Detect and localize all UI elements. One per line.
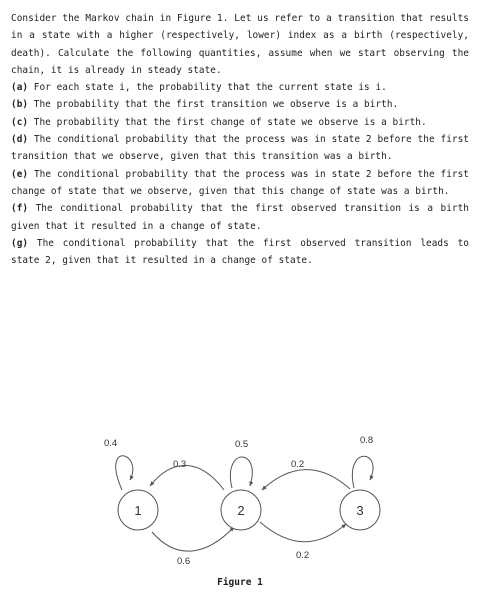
question-f-text: The conditional probability that the first observed transition is a birth given that it resulted in a change of state.: [11, 203, 469, 232]
question-g-text: The conditional probability that the first observed transition leads to state 2, given that it resulted in a change of state.: [11, 237, 469, 267]
question-c: [11, 114, 469, 131]
state-label-1: 1: [134, 503, 142, 518]
edge-prob-2-to-1: 0.3: [173, 459, 187, 470]
edge-1-to-2: [152, 527, 234, 551]
question-d-tag: (d): [11, 134, 29, 146]
state-label-2: 2: [237, 503, 245, 518]
self-loop-state-3: [352, 456, 373, 488]
problem-statement: [11, 10, 469, 269]
state-label-3: 3: [356, 503, 364, 518]
question-e-text: The conditional probability that the process was in state 2 before the first change of state that we observe, given that this change of state was a birth.: [11, 168, 469, 197]
question-a-tag: (a): [11, 82, 29, 94]
question-e: [11, 166, 469, 201]
edge-2-to-3: [260, 522, 346, 542]
question-f-tag: (f): [11, 203, 29, 215]
question-a-text: For each state i, the probability that the current state is i.: [33, 82, 387, 94]
edge-prob-2-to-3: 0.2: [296, 550, 310, 561]
question-b: [11, 96, 469, 113]
question-b-tag: (b): [11, 99, 29, 111]
figure-caption: Figure 1: [217, 577, 263, 588]
edge-3-to-2: [262, 470, 350, 490]
self-loop-prob-3: 0.8: [360, 435, 374, 446]
self-loop-prob-1: 0.4: [104, 438, 118, 449]
self-loop-prob-2: 0.5: [235, 439, 249, 450]
problem-intro: Consider the Markov chain in Figure 1. Let us refer to a transition that results in a state with a higher (respectively, lower) index as a birth (respectively, death). Calculate the following quantities, assume when we start observing the chain, it is already in steady state.: [11, 13, 469, 76]
edge-2-to-1: [150, 465, 224, 490]
markov-chain-figure: [0, 398, 488, 592]
question-a: [11, 79, 469, 96]
self-loop-state-2: [230, 457, 252, 488]
question-c-tag: (c): [11, 116, 29, 128]
self-loop-state-1: [116, 456, 133, 490]
edge-prob-3-to-2: 0.2: [291, 459, 305, 470]
question-g: [11, 235, 469, 270]
question-e-tag: (e): [11, 168, 29, 180]
question-d: [11, 131, 469, 166]
question-g-tag: (g): [11, 237, 29, 249]
question-b-text: The probability that the first transition we observe is a birth.: [33, 99, 399, 111]
question-f: [11, 200, 469, 235]
edge-prob-1-to-2: 0.6: [177, 556, 191, 567]
question-c-text: The probability that the first change of state we observe is a birth.: [33, 116, 427, 128]
markov-chain-diagram: [0, 398, 488, 592]
question-d-text: The conditional probability that the process was in state 2 before the first transition that we observe, given that this transition was a birth.: [11, 134, 469, 163]
